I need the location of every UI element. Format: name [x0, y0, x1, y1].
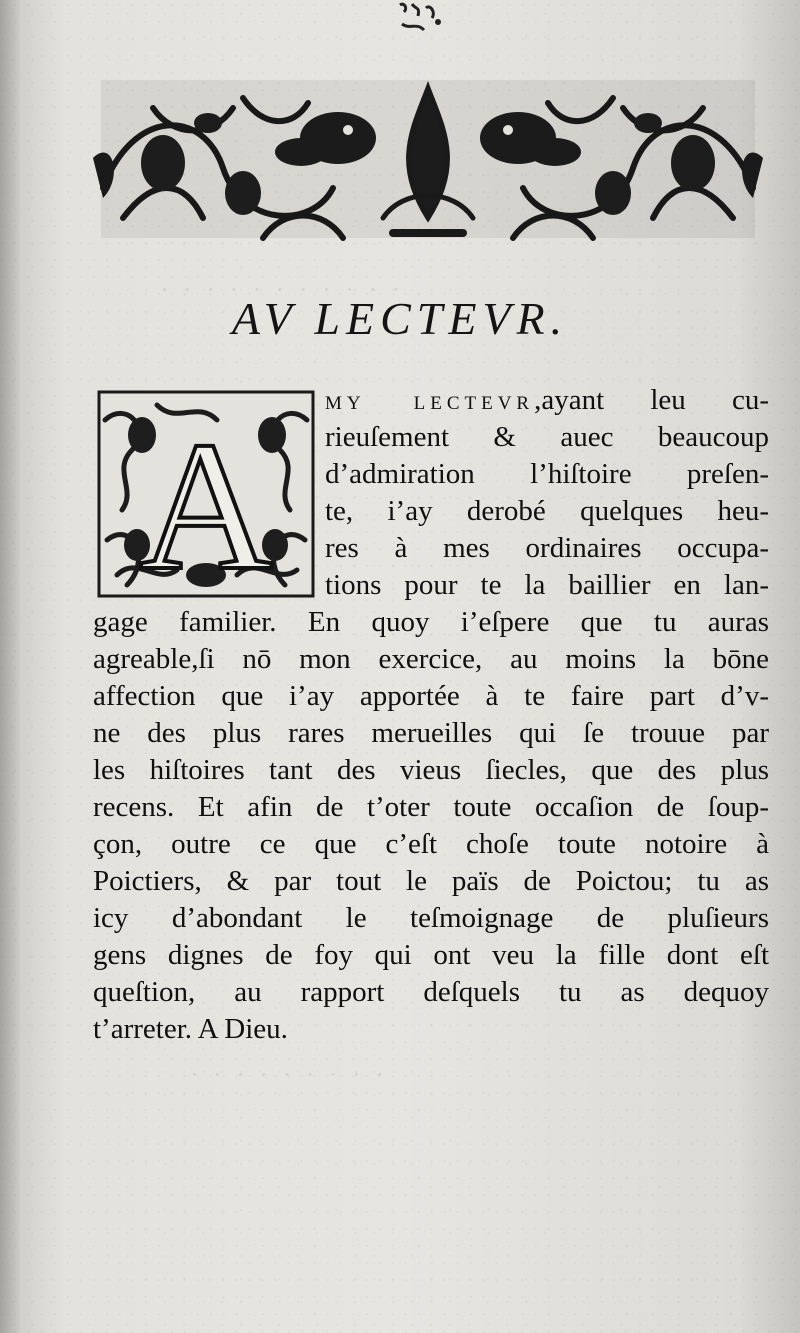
text-line: gage familier. En quoy i’eſpere que tu auras [93, 606, 769, 638]
dropcap-letter: A [139, 404, 273, 598]
text-line: d’admiration l’hiſtoire preſen- [325, 458, 769, 490]
text-line: recens. Et afin de t’oter toute occaſion de ſoup- [93, 791, 769, 823]
text-line: MY LECTEVR,ayant leu cu- [325, 384, 769, 416]
show-through-text: · · · · · · · · · · · [160, 275, 405, 304]
show-through-text-lower: · · · · · · · · · [190, 1060, 388, 1089]
ink-blot-mark [390, 0, 460, 40]
preface-text [93, 382, 769, 1048]
text-line-closing: t’arreter. A Dieu. [93, 1013, 288, 1045]
text-line: les hiſtoires tant des vieus ſiecles, que des plus [93, 754, 769, 786]
page-gutter-shadow [0, 0, 22, 1333]
page-title: AV LECTEVR. [231, 293, 569, 344]
text-line: rieuſement & auec beaucoup [325, 421, 769, 453]
text-line: tions pour te la baillier en lan- [325, 569, 769, 601]
text-line: te, i’ay derobé quelques heu- [325, 495, 769, 527]
text-line: çon, outre ce que c’eſt choſe toute notoire à [93, 828, 769, 860]
text-line: queſtion, au rapport deſquels tu as dequoy [93, 976, 769, 1008]
text-line: ne des plus rares merueilles qui ſe trouue par [93, 717, 769, 749]
text-line: Poictiers, & par tout le païs de Poictou; tu as [93, 865, 769, 897]
text-line: res à mes ordinaires occupa- [325, 532, 769, 564]
text-line: agreable,ſi nō mon exercice, au moins la bōne [93, 643, 769, 675]
ornamental-headpiece [93, 68, 763, 250]
text-line: affection que i’ay apportée à te faire part d’v- [93, 680, 769, 712]
text-line: icy d’abondant le teſmoignage de pluſieurs [93, 902, 769, 934]
text-line: gens dignes de foy qui ont veu la fille dont eſt [93, 939, 769, 971]
